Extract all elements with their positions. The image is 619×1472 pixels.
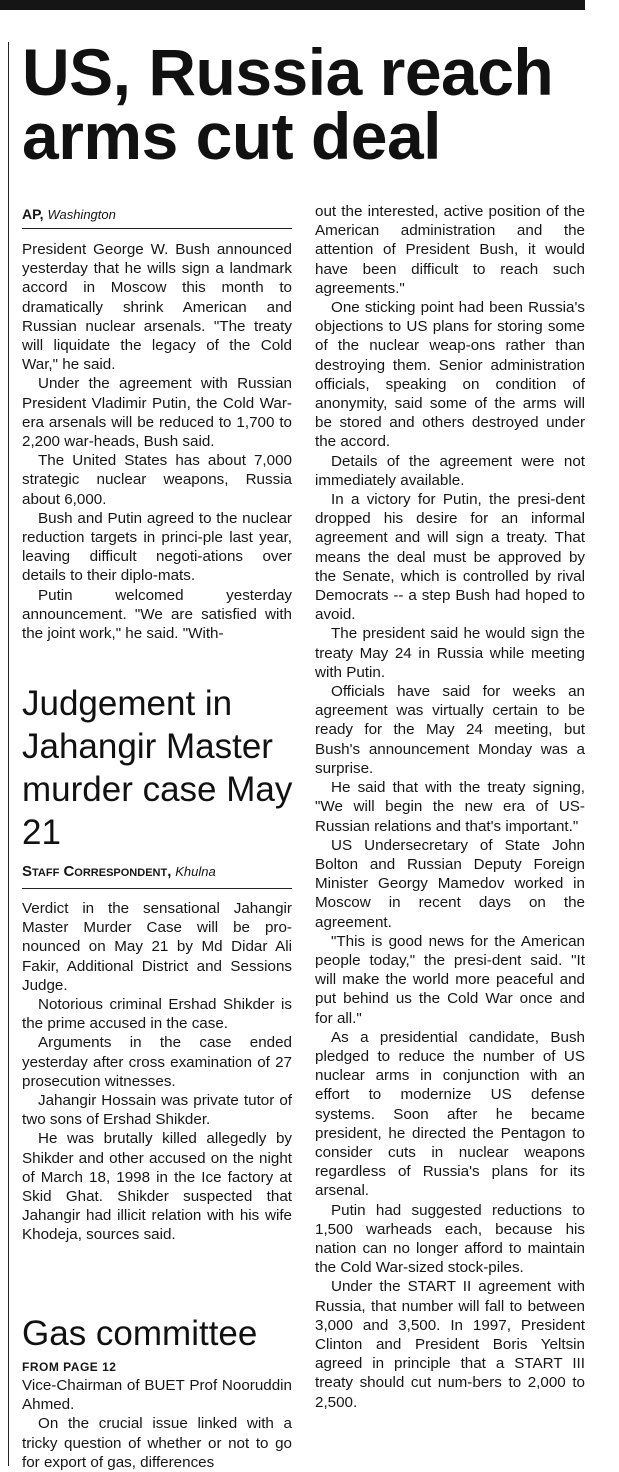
paragraph: "This is good news for the American people today," the presi-dent said. "It will make the world more peaceful and put behind us the Cold War once and for all." (315, 932, 585, 1027)
byline-staff (22, 862, 292, 881)
top-rule (0, 0, 585, 10)
paragraph: One sticking point had been Russia's objections to US plans for storing some of the nuclear weap-ons rather than destroying them. Senior administration officials, speaking on condition of anonymity, said some of the arms will be stored and others destroyed under the accord. (315, 299, 585, 451)
paragraph: Notorious criminal Ershad Shikder is the prime accused in the case. (22, 996, 292, 1033)
paragraph: Bush and Putin agreed to the nuclear reduction targets in princi-ple last year, leaving difficult negoti-ations over details to their diplo-mats. (22, 509, 292, 585)
paragraph: Under the agreement with Russian President Vladimir Putin, the Cold War-era arsenals will be reduced to 1,700 to 2,200 war-heads, Bush said. (22, 375, 292, 451)
paragraph: out the interested, active position of the American administration and the attention of President Bush, it would have been difficult to reach such agreements." (315, 203, 585, 297)
byline-place: Washington (47, 207, 116, 222)
continuation-label: FROM PAGE 12 (22, 1360, 117, 1374)
paragraph: President George W. Bush announced yesterday that he wills sign a landmark accord in Moscow this month to dramatically shrink American and Russian nuclear arsenals. "The treaty will liquidate the legacy of the Cold War," he said. (22, 241, 292, 374)
paragraph: Putin welcomed yesterday announcement. "We are satisfied with the joint work," he said. "With- (22, 586, 292, 643)
paragraph: The United States has about 7,000 strategic nuclear weapons, Russia about 6,000. (22, 452, 292, 508)
paragraph: On the crucial issue linked with a tricky question of whether or not to go for export of gas, differences (22, 1415, 292, 1471)
article1-left-column (22, 240, 292, 643)
paragraph: Vice-Chairman of BUET Prof Nooruddin Ahmed. (22, 1377, 292, 1414)
article3-body (22, 1376, 292, 1472)
byline-rule (22, 888, 292, 889)
column-rule (8, 42, 9, 1466)
paragraph: Verdict in the sensational Jahangir Master Murder Case will be pro-nounced on May 21 by Md Didar Ali Fakir, Additional District and Sessions Judge. (22, 900, 292, 994)
paragraph: Details of the agreement were not immediately available. (315, 452, 585, 489)
paragraph: US Undersecretary of State John Bolton and Russian Deputy Foreign Minister Georgy Mamedov worked in Moscow in recent days on the agreement. (315, 836, 585, 931)
article-headline-arms-deal: US, Russia reach arms cut deal (22, 35, 554, 173)
article-headline-jahangir: Judgement in Jahangir Master murder case May 21 (22, 684, 293, 852)
paragraph: Arguments in the case ended yesterday after cross examination of 27 prosecution witnesses. (22, 1034, 292, 1090)
paragraph: As a presidential candidate, Bush pledged to reduce the number of US nuclear arms in conjunction with an effort to modernize US defense systems. Soon after he became president, he directed the Pentagon to consider cuts in nuclear weapons regardless of Russia's plans for its arsenal. (315, 1028, 585, 1200)
paragraph: Under the START II agreement with Russia, that number will fall to between 3,000 and 3,500. In 1997, President Clinton and President Boris Yeltsin agreed in principle that a START III treaty should cut num-bers to 2,000 to 2,500. (315, 1278, 585, 1411)
paragraph: Putin had suggested reductions to 1,500 warheads each, because his nation can no longer afford to maintain the Cold War-sized stock-piles. (315, 1201, 585, 1277)
article2-body (22, 899, 292, 1245)
byline-source: Staff Correspondent, (22, 863, 172, 880)
byline-place: Khulna (175, 864, 216, 879)
article1-right-column (315, 202, 585, 1412)
byline-source: AP, (22, 206, 44, 222)
paragraph: The president said he would sign the treaty May 24 in Russia while meeting with Putin. (315, 625, 585, 681)
paragraph: Jahangir Hossain was private tutor of two sons of Ershad Shikder. (22, 1092, 292, 1129)
byline-ap (22, 205, 292, 224)
byline-rule (22, 228, 292, 229)
paragraph: He was brutally killed allegedly by Shikder and other accused on the night of March 18, 1998 in the Ice factory at Skid Ghat. Shikder suspected that Jahangir had illicit relation with his wife Khodeja, sources said. (22, 1130, 292, 1244)
paragraph: In a victory for Putin, the presi-dent dropped his desire for an informal agreement and will sign a treaty. That means the deal must be approved by the Senate, which is controlled by rival Democrats -- a step Bush had hoped to avoid. (315, 491, 585, 624)
paragraph: He said that with the treaty signing, "We will begin the new era of US-Russian relations and that's important." (315, 779, 585, 835)
article-headline-gas: Gas committee (22, 1314, 258, 1353)
paragraph: Officials have said for weeks an agreement was virtually certain to be ready for the May 24 meeting, but Bush's announcement Monday was a surprise. (315, 683, 585, 777)
